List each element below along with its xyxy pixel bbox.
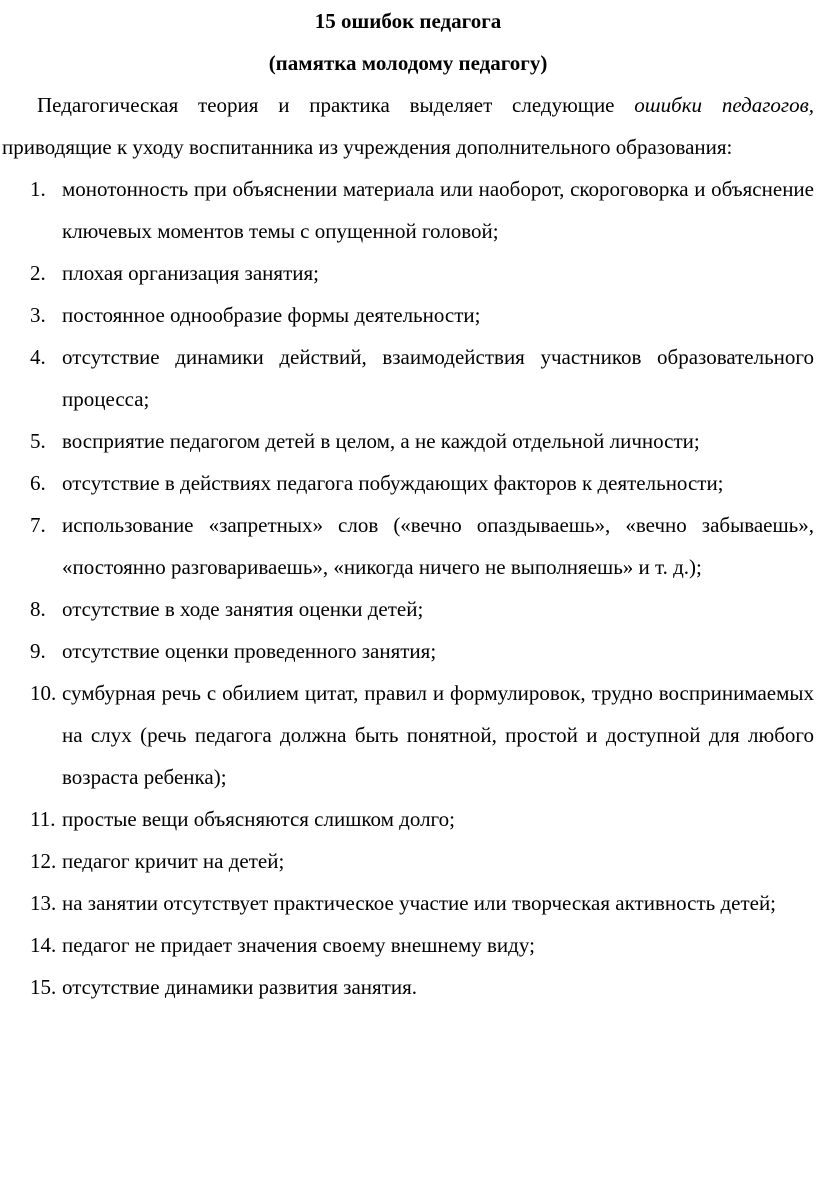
list-item <box>2 630 814 672</box>
intro-text-after: приводящие к уходу воспитанника из учреждения дополнительного образования: <box>2 135 733 159</box>
list-item-number: 8. <box>30 597 46 621</box>
list-item-number: 14. <box>30 933 57 957</box>
list-item-number: 2. <box>30 261 46 285</box>
list-item-text: постоянное однообразие формы деятельности; <box>62 303 481 327</box>
list-item-text: отсутствие в действиях педагога побуждающих факторов к деятельности; <box>62 471 724 495</box>
intro-emphasis: ошибки педагогов, <box>634 93 814 117</box>
list-item <box>2 798 814 840</box>
document-title: 15 ошибок педагога <box>314 9 502 33</box>
list-item <box>2 168 814 252</box>
list-item <box>2 252 814 294</box>
list-item-text: отсутствие оценки проведенного занятия; <box>62 639 437 663</box>
intro-paragraph <box>2 84 814 168</box>
list-item <box>2 336 814 420</box>
list-item <box>2 882 814 924</box>
list-item <box>2 966 814 1008</box>
intro-text-before: Педагогическая теория и практика выделяет следующие <box>37 93 635 117</box>
document-subtitle: (памятка молодому педагогу) <box>268 51 548 75</box>
errors-list <box>2 168 814 1008</box>
list-item-text: на занятии отсутствует практическое участие или творческая активность детей; <box>62 891 777 915</box>
list-item-text: простые вещи объясняются слишком долго; <box>62 807 455 831</box>
list-item-number: 9. <box>30 639 46 663</box>
list-item-number: 1. <box>30 177 46 201</box>
list-item-text: использование «запретных» слов («вечно опаздываешь», «вечно забываешь», «постоянно разговариваешь», «никогда ничего не выполняешь» и т. д.); <box>62 513 814 579</box>
list-item-number: 12. <box>30 849 57 873</box>
list-item <box>2 924 814 966</box>
list-item <box>2 294 814 336</box>
list-item-number: 4. <box>30 345 46 369</box>
list-item-number: 15. <box>30 975 57 999</box>
list-item-text: педагог не придает значения своему внешнему виду; <box>62 933 535 957</box>
list-item-number: 6. <box>30 471 46 495</box>
list-item-number: 5. <box>30 429 46 453</box>
list-item <box>2 672 814 798</box>
list-item-text: плохая организация занятия; <box>62 261 319 285</box>
list-item-text: педагог кричит на детей; <box>62 849 285 873</box>
list-item-number: 3. <box>30 303 46 327</box>
list-item <box>2 462 814 504</box>
list-item-text: отсутствие динамики развития занятия. <box>62 975 417 999</box>
list-item-text: восприятие педагогом детей в целом, а не каждой отдельной личности; <box>62 429 700 453</box>
list-item-text: отсутствие в ходе занятия оценки детей; <box>62 597 424 621</box>
list-item <box>2 504 814 588</box>
list-item-text: монотонность при объяснении материала или наоборот, скороговорка и объяснение ключевых моментов темы с опущенной головой; <box>62 177 814 243</box>
list-item-text: отсутствие динамики действий, взаимодействия участников образовательного процесса; <box>62 345 814 411</box>
list-item <box>2 840 814 882</box>
list-item-number: 10. <box>30 681 57 705</box>
list-item-number: 13. <box>30 891 57 915</box>
list-item-number: 7. <box>30 513 46 537</box>
list-item <box>2 588 814 630</box>
list-item-text: сумбурная речь с обилием цитат, правил и формулировок, трудно воспринимаемых на слух (речь педагога должна быть понятной, простой и доступной для любого возраста ребенка); <box>62 681 814 789</box>
list-item <box>2 420 814 462</box>
list-item-number: 11. <box>30 807 56 831</box>
